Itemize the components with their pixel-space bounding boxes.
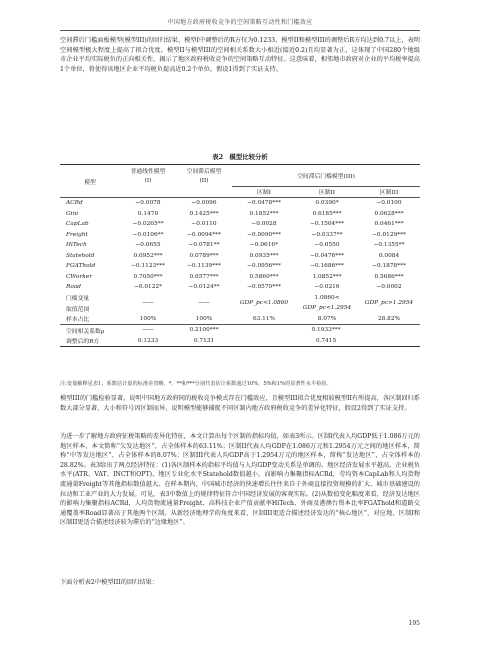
cell: 0.5860*** xyxy=(249,273,279,280)
cell: −0.0094*** xyxy=(187,231,221,238)
cell: −0.0106** xyxy=(132,231,164,238)
cell: −0.1139*** xyxy=(187,263,221,270)
cell: −0.0570*** xyxy=(247,284,281,291)
cell: 0.0461*** xyxy=(374,221,404,228)
cell: −0.0110 xyxy=(191,221,217,228)
header-col1: 普通线性模型 xyxy=(120,165,176,176)
cell: −0.0781** xyxy=(188,242,220,249)
table-row xyxy=(60,240,420,251)
cell: 0.0789*** xyxy=(189,252,219,259)
cell: −0.0476*** xyxy=(310,252,344,259)
table-note: 注:变量解释见表1，系数估计量的标准差省略，*、**和***分别代表估计系数通过10%、5%和1%的显著性水平检验。 xyxy=(60,381,332,387)
cell: 0.1470 xyxy=(137,210,159,217)
var-name: Gini xyxy=(66,210,79,217)
threshold-label-2: 取值范围 xyxy=(66,306,90,313)
cell: 0.7415 xyxy=(232,336,420,347)
table-row xyxy=(60,251,420,262)
cell: −0.0655 xyxy=(135,242,161,249)
cell: −0.0265** xyxy=(132,221,164,228)
header-col2b: (II) xyxy=(199,177,209,184)
cell: −0.0078 xyxy=(120,198,176,209)
cell: 63.11% xyxy=(252,315,276,322)
cell: 100% xyxy=(195,315,213,322)
header-model: 模型 xyxy=(60,165,120,198)
threshold-regime3: GDP_pc>1.2954 xyxy=(364,300,414,306)
header-regime1: 区制I xyxy=(257,190,271,197)
cell: −0.1504*** xyxy=(310,221,344,228)
cell: −0.0616* xyxy=(249,242,279,249)
cell: −0.0956*** xyxy=(247,263,281,270)
cell: −0.0100 xyxy=(358,198,420,209)
header-col2: 空间滞后模型 xyxy=(176,165,232,176)
table-row xyxy=(60,209,420,220)
var-name: ACRd xyxy=(60,198,120,209)
r2-row xyxy=(60,336,420,347)
cell: —— xyxy=(120,325,176,336)
cell: −0.0028 xyxy=(251,221,277,228)
cell: −0.0122* xyxy=(133,284,163,291)
running-header: 中国地方政府税收竞争的空间策略互动性和门槛效应 xyxy=(167,19,313,26)
table-row xyxy=(60,230,420,241)
var-name: Freight xyxy=(66,231,88,238)
table-row xyxy=(60,282,420,293)
rho-label: 空间相关系数ρ xyxy=(60,325,120,336)
cell: 0.6185*** xyxy=(312,210,342,217)
cell: 8.07% xyxy=(317,315,337,322)
cell: 0.0628*** xyxy=(374,210,404,217)
threshold-dash-1: —— xyxy=(142,300,154,306)
share-label: 样本占比 xyxy=(66,317,90,324)
cell: 1.0852*** xyxy=(312,273,342,280)
cell: 0.1425*** xyxy=(189,210,219,217)
header-col3: 空间滞后门槛模型(III) xyxy=(232,165,420,187)
header-regime2: 区制II xyxy=(318,190,336,197)
var-name: HiTech xyxy=(66,242,87,249)
cell: −0.0002 xyxy=(376,284,402,291)
header-regime3: 区制III xyxy=(379,190,399,197)
cell: −0.1686*** xyxy=(310,263,344,270)
cell: 0.0935*** xyxy=(249,252,279,259)
cell: −0.1123*** xyxy=(131,263,165,270)
cell: −0.0129*** xyxy=(372,231,406,238)
var-name: FGAThold xyxy=(66,263,96,270)
cell: 0.0390* xyxy=(296,198,358,209)
paragraph-4: 下面分析表2中模型III的回归结果： xyxy=(60,579,158,586)
var-name: CapLab xyxy=(66,221,89,228)
cell: 0.7050*** xyxy=(133,273,163,280)
cell: 0.1933*** xyxy=(232,325,420,336)
table-row xyxy=(60,261,420,272)
cell: −0.0550 xyxy=(314,242,340,249)
cell: −0.0337** xyxy=(311,231,343,238)
cell: 0.7131 xyxy=(176,336,232,347)
cell: 0.0084 xyxy=(378,252,400,259)
cell: −0.0216 xyxy=(314,284,340,291)
cell: 0.5686*** xyxy=(374,273,404,280)
threshold-dash-2: —— xyxy=(198,300,210,306)
table-header-row-1 xyxy=(60,165,420,176)
threshold-regime2b: GDP_pc<1.2954 xyxy=(302,305,352,312)
threshold-label-1: 门槛变量 xyxy=(66,296,90,303)
header-col1b: (I) xyxy=(144,177,152,184)
cell: 0.0952*** xyxy=(133,252,163,259)
var-name: Statehold xyxy=(66,252,95,259)
threshold-row xyxy=(60,293,420,304)
cell: 100% xyxy=(139,315,157,322)
table-title: 表2 模型比较分析 xyxy=(212,153,268,161)
paragraph-1: 空间滞后门槛面板模型(模型III)的回归结果。模型I中调整后的R方仅为0.1233，模型II和模型III的调整后R方均达到0.7以上，表明空间模型极大程度上提高了拟合优度。模型II与模型III的空间相关系数大小相近(接近0.2)且均显著为正，这体现了中国280个地级市企业平均实际税负的正向相关性，揭示了地区政府税收竞争的空间策略互动特征。这意味着，相邻地市政府对企业的平均税率提高1个单位，将使得该地区企业平均税负提高近0.2个单位。假设1得到了实证支持。 xyxy=(60,37,420,73)
cell: −0.1878*** xyxy=(372,263,406,270)
header-rule xyxy=(60,30,420,31)
threshold-regime1: GDP_pc<1.0860 xyxy=(239,300,289,306)
paragraph-3: 为进一步了解地方政府征税策略的差异化特征，本文计算出每个区制的指标均值，如表3所示。区制I代表人均GDP低于1.086万元的地区样本，本文简称“欠发达地区”，占全体样本的63.11%；区制II代表人均GDP在1.086万元和1.2954万元之间的地区样本，简称“中等发达地区”，占全体样本的8.07%；区制III代表人均GDP高于1.2954万元的地区样本，简称“发达地区”，占全体样本的28.82%。表3给出了两点经济特征：(1)各区制样本的指标平均值与人均GDP变动关系是单调的。地区经济发展水平越高，企业税负水平(ATR、VAT、INCT和OPT)、地区专业化水平Statehold数值越小，而影响力集聚指标ACRd，劳均资本CapLab和人均货物流通量Freight等其他指标数值越大。在样本期内，中国城市经济的快速增长往往来自于外商直接投资规模的扩大、城市基础建设的拉动和工业产业的大力发展。可见，表3中数值上的规律特征符合中国经济发展的客观实际。(2)从数值变化幅度来看，经济发达地区的影响力集聚指标ACRd，人均货物流通量Freight、高科技企业产值贡献率HiTech、外商及港澳台资本比率FGAThold和道路交通覆盖率Road显著高于其他两个区制。从新经济地理学的角度来看，区制III更适合描述经济发达的“核心地区”，对应地，区制I和区制II更适合描述经济较为滞后的“边缘地区”。 xyxy=(60,433,420,527)
paragraph-2: 模型III的门槛检验显著，说明中国地方政府间的税收竞争模式存在门槛效应，且模型III拟合优度相较模型II有所提高，各区制回归系数大部分显著，大小和符号因区制而异，说明模型能够捕捉不同区制内地方政府税收竞争的差异化特征，假设2得到了实证支持。 xyxy=(60,395,420,412)
cell: 0.6577*** xyxy=(189,273,219,280)
table-row xyxy=(60,198,420,209)
cell: 0.1233 xyxy=(120,336,176,347)
table-row xyxy=(60,219,420,230)
cell: −0.1355** xyxy=(373,242,405,249)
cell: −0.0090*** xyxy=(247,231,281,238)
cell: −0.0124** xyxy=(188,284,220,291)
var-name: Road xyxy=(66,284,82,291)
var-name: CWorker xyxy=(66,273,92,280)
share-row xyxy=(60,314,420,325)
page-number: 195 xyxy=(408,620,420,627)
r2-label: 调整后的R方 xyxy=(60,336,120,347)
cell: −0.0096 xyxy=(176,198,232,209)
cell: 0.2100*** xyxy=(176,325,232,336)
threshold-regime2a: 1.0860< xyxy=(314,294,340,301)
table-row xyxy=(60,272,420,283)
cell: −0.0478*** xyxy=(232,198,296,209)
rho-row xyxy=(60,325,420,336)
model-comparison-table xyxy=(60,164,420,347)
cell: 28.82% xyxy=(377,315,401,322)
cell: 0.1852*** xyxy=(249,210,279,217)
